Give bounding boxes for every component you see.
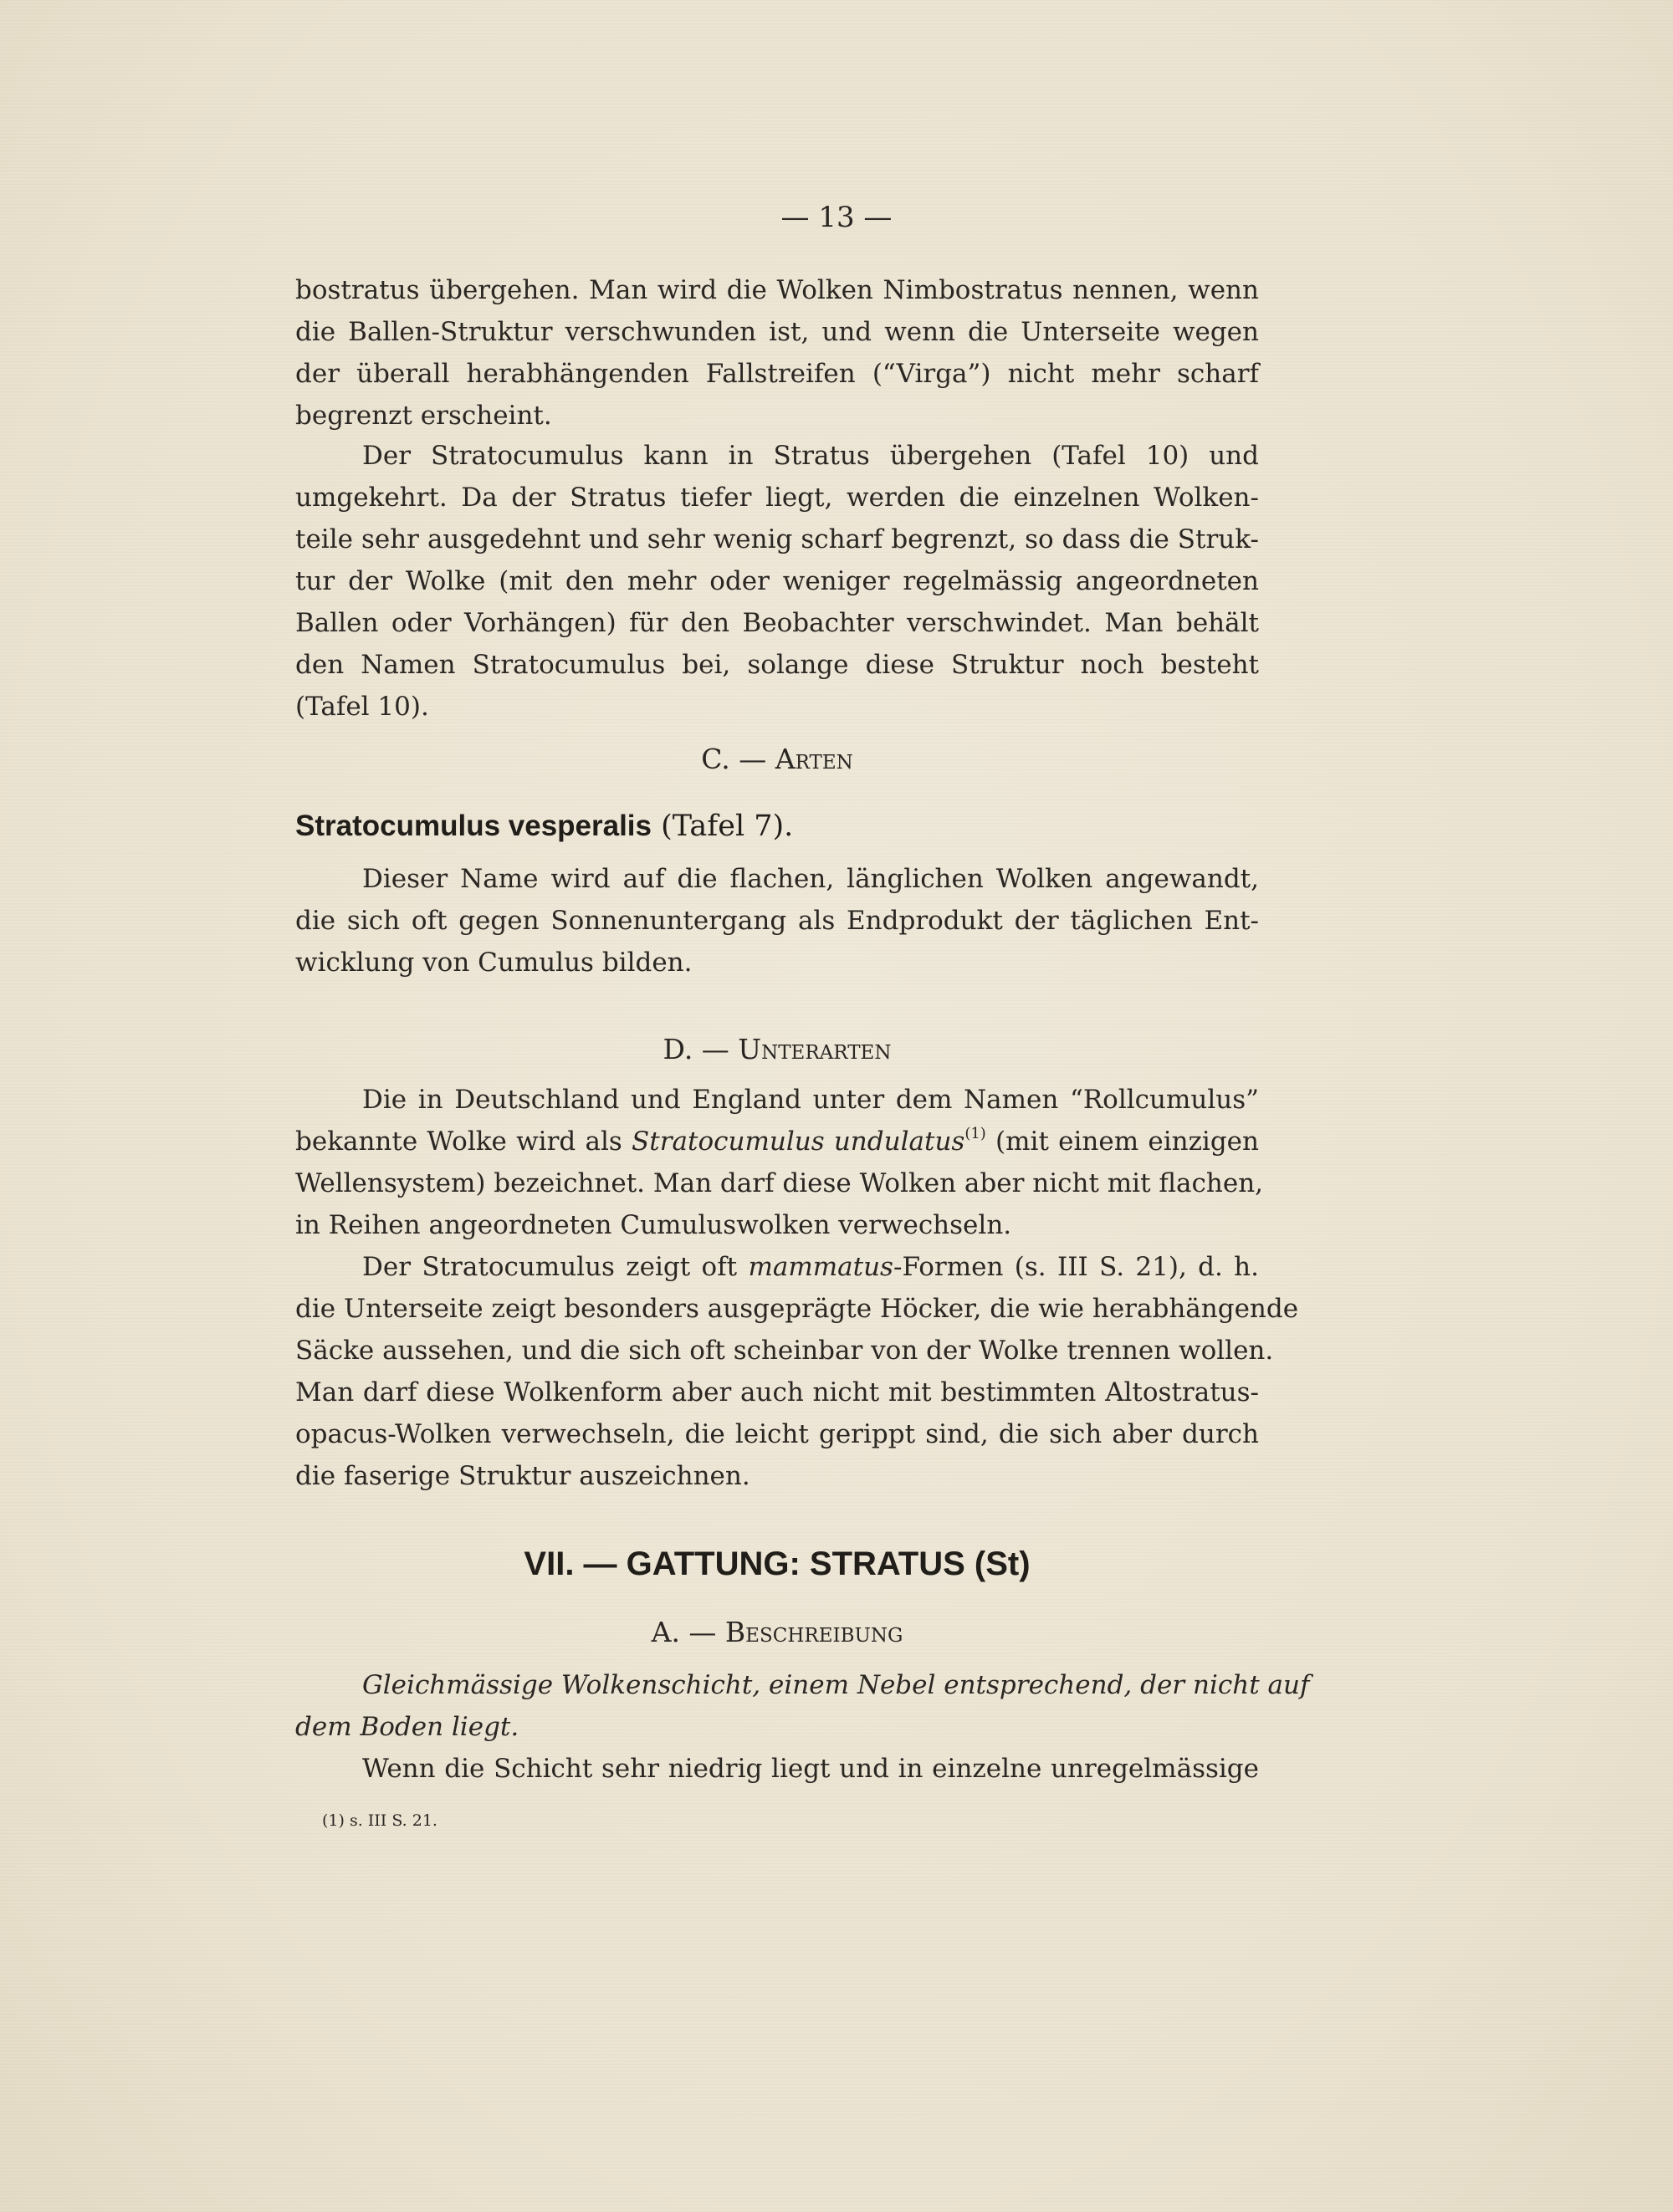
text-line: die Unterseite zeigt besonders ausgeprägte Höcker, die wie herabhängende xyxy=(295,1294,1299,1324)
paragraph-7 xyxy=(295,1748,1259,1790)
text-line: dem Boden liegt. xyxy=(295,1712,519,1742)
text-line: umgekehrt. Da der Stratus tiefer liegt, werden die einzelnen Wolken- xyxy=(295,483,1259,513)
text-line: begrenzt erscheint. xyxy=(295,401,552,431)
species-plate-ref: (Tafel 7). xyxy=(652,810,794,843)
text-line: (Tafel 10). xyxy=(295,692,429,722)
text-line: die Ballen-Struktur verschwunden ist, und wenn die Unterseite wegen xyxy=(295,317,1259,347)
text-line: opacus-Wolken verwechseln, die leicht gerippt sind, die sich aber durch xyxy=(295,1419,1259,1449)
paragraph-3 xyxy=(295,858,1259,983)
text-fragment: (mit einem einzigen xyxy=(985,1126,1259,1157)
text-line: die sich oft gegen Sonnenuntergang als Endprodukt der täglichen Ent- xyxy=(295,906,1259,936)
text-line: den Namen Stratocumulus bei, solange diese Struktur noch besteht xyxy=(295,650,1259,680)
text-line: teile sehr ausgedehnt und sehr wenig scharf begrenzt, so dass die Struk- xyxy=(295,524,1259,554)
text-fragment: -Formen (s. III S. 21), d. h. xyxy=(893,1252,1259,1282)
text-line: Wenn die Schicht sehr niedrig liegt und in einzelne unregelmässige xyxy=(362,1754,1259,1784)
form-term: mammatus xyxy=(748,1252,893,1282)
text-line xyxy=(295,1246,1259,1288)
paragraph-4 xyxy=(295,1079,1264,1246)
text-fragment: bekannte Wolke wird als xyxy=(295,1126,632,1157)
text-line: bostratus übergehen. Man wird die Wolken Nimbostratus nennen, wenn xyxy=(295,275,1259,305)
section-heading-arten: C. — Arten xyxy=(701,743,853,775)
text-line: Gleichmässige Wolkenschicht, einem Nebel entsprechend, der nicht auf xyxy=(362,1670,1310,1700)
text-line: Dieser Name wird auf die flachen, länglichen Wolken angewandt, xyxy=(362,864,1259,894)
section-heading-unterarten: D. — Unterarten xyxy=(663,1033,892,1065)
text-line xyxy=(295,1121,1259,1162)
text-line: in Reihen angeordneten Cumuluswolken verwechseln. xyxy=(295,1210,1012,1240)
species-heading xyxy=(295,810,1259,843)
text-line: die faserige Struktur auszeichnen. xyxy=(295,1461,750,1491)
text-line: Die in Deutschland und England unter dem Namen “Rollcumulus” xyxy=(362,1085,1259,1115)
page-number: — 13 — xyxy=(780,201,893,234)
text-line: Säcke aussehen, und die sich oft scheinbar von der Wolke trennen wollen. xyxy=(295,1336,1274,1366)
footnote-marker: (1) xyxy=(964,1125,986,1142)
text-line: tur der Wolke (mit den mehr oder weniger regelmässig angeordneten xyxy=(295,566,1259,596)
paragraph-6-definition xyxy=(295,1664,1310,1748)
footnote: (1) s. III S. 21. xyxy=(322,1811,437,1830)
text-line: Wellensystem) bezeichnet. Man darf diese Wolken aber nicht mit flachen, xyxy=(295,1168,1264,1198)
text-line: der überall herabhängenden Fallstreifen (“Virga”) nicht mehr scharf xyxy=(295,359,1259,389)
species-term: Stratocumulus undulatus xyxy=(632,1126,965,1157)
text-fragment: Der Stratocumulus zeigt oft xyxy=(362,1252,749,1282)
paragraph-2 xyxy=(295,435,1259,728)
species-name: Stratocumulus vesperalis xyxy=(295,810,652,842)
text-line: Der Stratocumulus kann in Stratus übergehen (Tafel 10) und xyxy=(362,441,1259,471)
text-line: Ballen oder Vorhängen) für den Beobachter verschwindet. Man behält xyxy=(295,608,1259,638)
section-heading-beschreibung: A. — Beschreibung xyxy=(651,1616,903,1648)
paragraph-1 xyxy=(295,269,1259,437)
text-line: wicklung von Cumulus bilden. xyxy=(295,948,693,978)
paragraph-5 xyxy=(295,1246,1299,1497)
text-line: Man darf diese Wolkenform aber auch nicht mit bestimmten Altostratus- xyxy=(295,1377,1259,1407)
chapter-heading: VII. — GATTUNG: STRATUS (St) xyxy=(524,1545,1031,1582)
